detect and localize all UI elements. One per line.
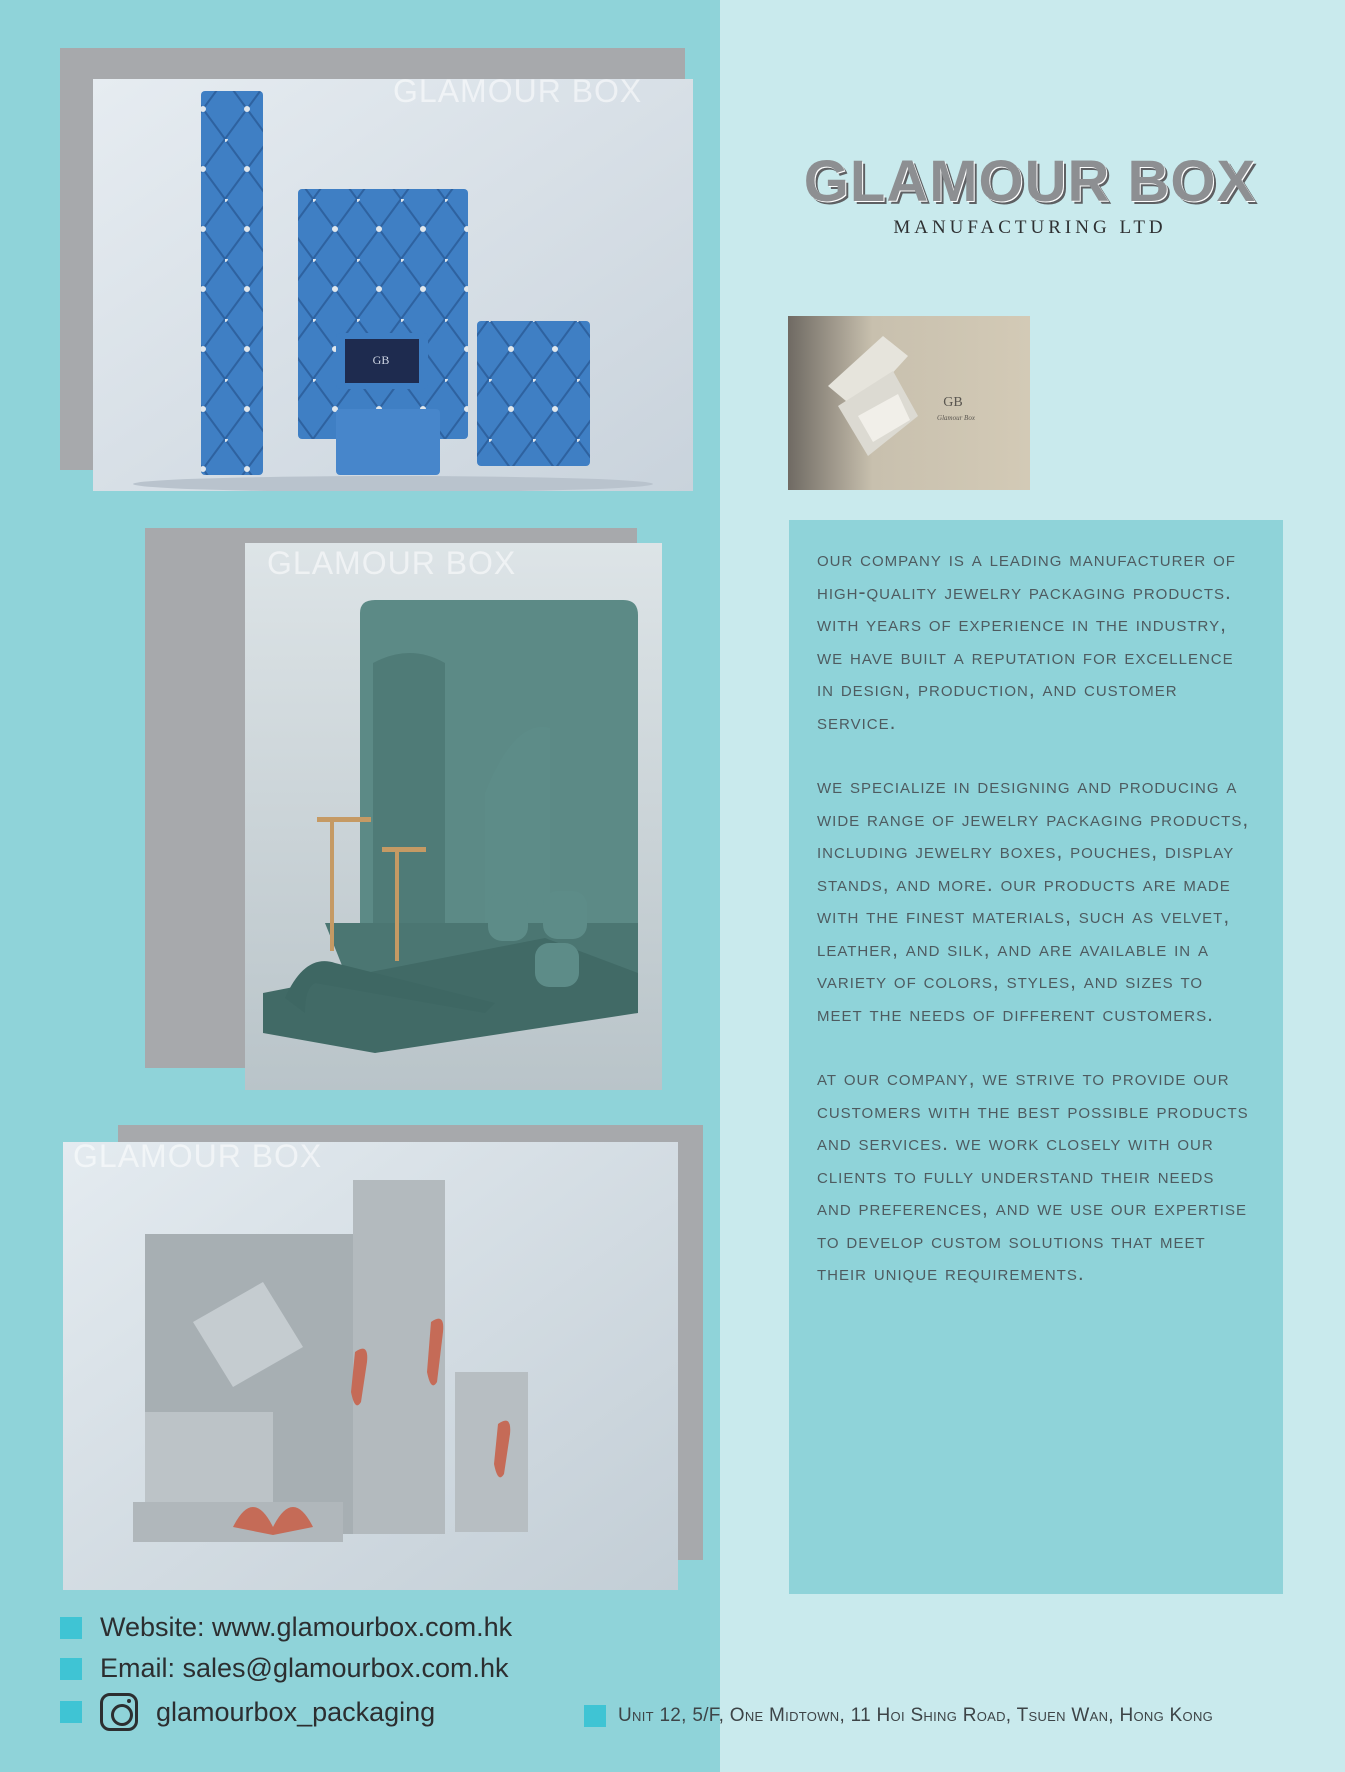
brand-header xyxy=(760,148,1300,239)
ring-box-photo-logo: GB xyxy=(943,395,963,410)
address xyxy=(584,1705,1213,1727)
description-paragraph-3: at our company, we strive to provide our customers with the best possible products and services. we work closely with our clients to fully understand their needs and preferences, and we use our expertise to develop custom solutions that meet their unique requirements. xyxy=(817,1067,1249,1285)
ring-box-logo: GB xyxy=(372,353,390,367)
photo-blue-boxes xyxy=(93,79,693,491)
bullet-square-icon xyxy=(584,1705,606,1727)
instagram-icon xyxy=(100,1693,138,1731)
bullet-square-icon xyxy=(60,1617,82,1639)
photo-grey-boxes xyxy=(63,1142,678,1590)
bullet-square-icon xyxy=(60,1658,82,1680)
instagram-handle[interactable]: glamourbox_packaging xyxy=(156,1696,436,1727)
contact-email xyxy=(60,1653,509,1684)
brand-name: GLAMOUR BOX xyxy=(803,149,1257,214)
address-text: Unit 12, 5/F, One Midtown, 11 Hoi Shing Road, Tsuen Wan, Hong Kong xyxy=(618,1705,1214,1726)
watermark-blue-boxes: GLAMOUR BOX xyxy=(393,79,643,109)
ring-box-photo-script: Glamour Box xyxy=(937,414,975,422)
contact-instagram xyxy=(60,1693,435,1731)
bullet-square-icon xyxy=(60,1701,82,1723)
photo-green-display xyxy=(245,543,662,1090)
email-text[interactable]: Email: sales@glamourbox.com.hk xyxy=(100,1653,509,1683)
watermark-grey-boxes: GLAMOUR BOX xyxy=(73,1142,323,1174)
description-paragraph-1: our company is a leading manufacturer of high-quality jewelry packaging products. with years of experience in the industry, we have built a reputation for excellence in design, production, and customer service. xyxy=(817,548,1236,734)
contact-website xyxy=(60,1612,512,1643)
description-box xyxy=(789,520,1283,1594)
watermark-green-display: GLAMOUR BOX xyxy=(267,545,517,581)
photo-ring-box xyxy=(788,316,1030,490)
brand-subtitle: MANUFACTURING LTD xyxy=(893,217,1167,238)
website-text[interactable]: Website: www.glamourbox.com.hk xyxy=(100,1612,513,1642)
description-paragraph-2: we specialize in designing and producing a wide range of jewelry packaging products, including jewelry boxes, pouches, display stands, and more. our products are made with the finest materials, such as velvet, leather, and silk, and are available in a variety of colors, styles, and sizes to meet the needs of different customers. xyxy=(817,775,1250,1026)
